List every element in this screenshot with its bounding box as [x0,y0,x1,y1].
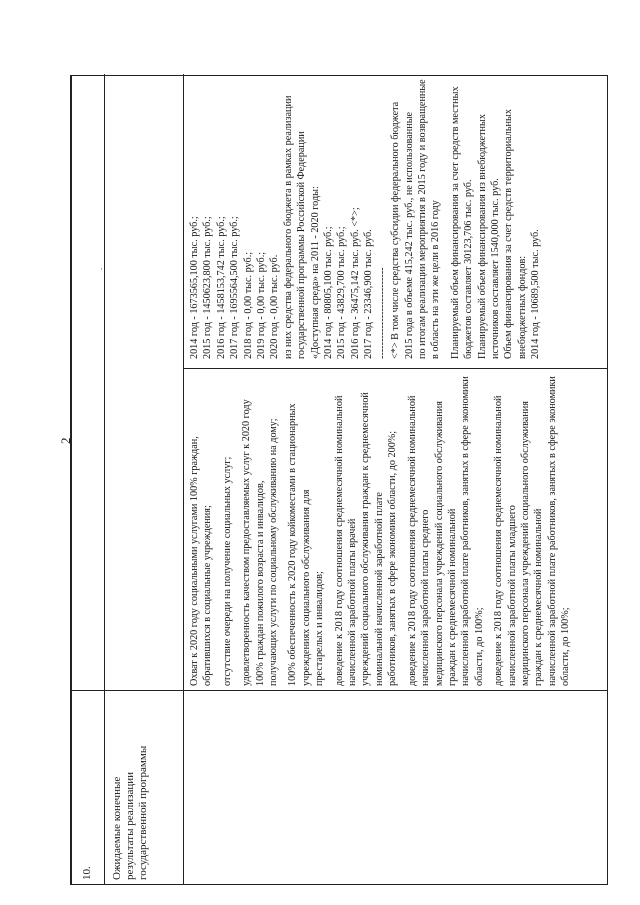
funding-line: 2017 год - 23346,900 тыс. руб. [363,229,375,359]
funding-line: 2014 год - 80805,100 тыс. руб.; [323,226,335,359]
results-line: удовлетворенность качеством предоставляемых услуг к 2020 году 100% граждан пожилого возраста и инвалидов, [241,399,266,686]
funding-line: 2014 год - 1673565,100 тыс. руб.; [189,216,200,359]
number-column-divider [104,74,105,884]
column-divider [71,690,607,691]
expected-results-text [188,376,573,686]
funding-line: из них средства федерального бюджета в рамках реализации государственной программы Российской Федерации [282,95,308,359]
funding-line: 2014 год - 10689,500 тыс. руб. [530,229,542,359]
funding-line: 2020 год - 0,00 тыс. руб. [269,254,281,359]
program-passport-table [70,75,608,885]
results-line: доведение к 2018 году соотношения среднемесячной номинальной начисленной заработной платы врачей [333,395,359,686]
results-line: доведение к 2018 году соотношения среднемесячной номинальной начисленной заработной платы среднего [406,395,432,686]
results-line: медицинского персонала учреждений социального обслуживания граждан к среднемесячной номинальной [519,401,545,686]
funding-line: «Доступная среда» на 2011 - 2020 годы: [309,186,321,359]
row-divider [183,368,607,369]
row-number: 10. [81,866,93,880]
funding-line: 2019 год - 0,00 тыс. руб.; [256,251,268,359]
results-line: работников, занятых в сфере экономики области, до 200%; [387,430,399,686]
results-line: получающих услуги по социальному обслуживанию на дому; [268,418,280,686]
funding-line: 2016 год - 36475,142 тыс. руб. <*>; [349,207,361,359]
funding-line: 2016 год - 1458153,742 тыс. руб.; [215,216,227,359]
results-line: Охват к 2020 году социальными услугами 100% граждан, обратившихся в социальные учреждения; [189,436,214,686]
label-column-divider [183,74,184,884]
funding-line: Планируемый объем финансирования из внебюджетных источников составляет 1540,000 тыс. руб. [476,114,501,359]
funding-line: 2015 год - 43829,700 тыс. руб.; [336,226,348,359]
row-label-line: государственной программы [137,745,149,880]
page-number: 2 [58,437,73,444]
results-line: начисленной заработной плате работников, занятых в сфере экономики области, до 100%; [460,376,485,686]
funding-text [188,79,543,359]
funding-line: 2015 год - 1450623,800 тыс. руб.; [202,216,214,359]
results-line: медицинского персонала учреждений социального обслуживания граждан к среднемесячной номинальной [433,401,458,686]
funding-line: Объем финансирования за счет средств территориальных внебюджетных фондов: [503,109,528,359]
funding-line: --------------------------- [376,267,388,359]
results-line: 100% обеспеченность к 2020 году койкоместами в стационарных учреждениях социального обслуживания для [287,403,312,686]
row-label [111,695,150,880]
funding-line: 2017 год - 1695564,500 тыс. руб.; [229,216,241,359]
funding-line: по итогам реализации мероприятия в 2015 году и возвращенные в область на эти же цели в 2016 году [416,79,442,359]
funding-line: <*> В том числе средства субсидии федерального бюджета 2015 года в объеме 415,242 тыс. руб., не использованные [390,101,415,359]
scan-speck: · [100,264,103,274]
results-line: начисленной заработной плате работников, занятых в сфере экономики области, до 100%; [546,376,572,686]
results-line: отсутствие очереди на получение социальных услуг; [221,456,233,686]
row-label-line: результаты реализации [124,772,136,880]
funding-line: Планируемый объем финансирования за счет средств местных бюджетов составляет 30123,706 тыс. руб. [449,86,475,359]
row-label-line: Ожидаемые конечные [111,776,123,880]
results-line: учреждений социального обслуживания граждан к среднемесячной номинальной начисленной заработной плате [360,392,385,686]
results-line: доведение к 2018 году соотношения среднемесячной номинальной начисленной заработной платы младшего [493,395,518,686]
results-line: престарелых и инвалидов; [314,571,326,686]
funding-line: 2018 год - 0,00 тыс. руб.; [242,251,254,359]
